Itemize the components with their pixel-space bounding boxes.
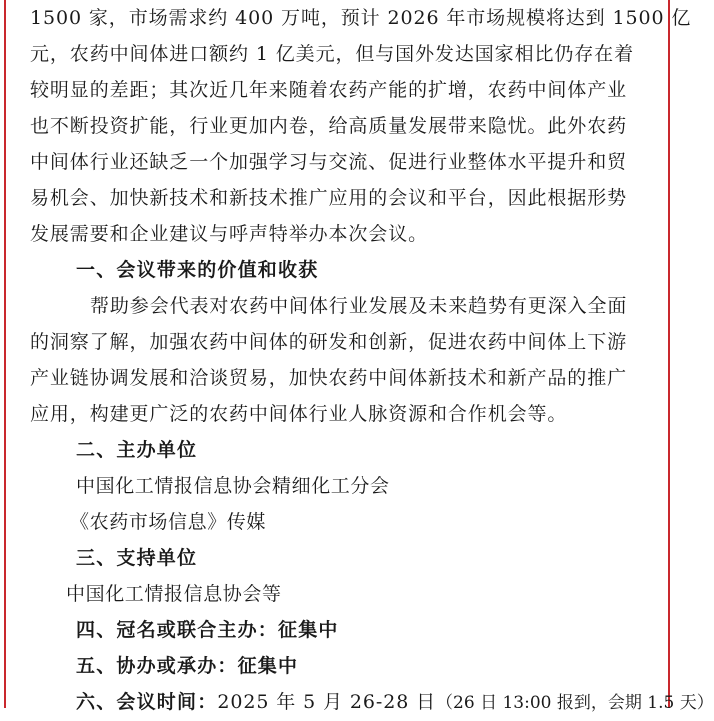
organizer-name: 中国化工情报信息协会精细化工分会 <box>76 475 390 497</box>
paragraph-line: 1500 家，市场需求约 400 万吨，预计 2026 年市场规模将达到 1500 亿 <box>30 7 692 29</box>
meeting-time-line <box>76 684 714 720</box>
paragraph-line: 的洞察了解，加强农药中间体的研发和创新，促进农药中间体上下游 <box>30 331 628 353</box>
section-heading-sponsors: 四、冠名或联合主办：征集中 <box>76 619 339 641</box>
paragraph-line: 元，农药中间体进口额约 1 亿美元，但与国外发达国家相比仍存在着 <box>30 43 634 65</box>
organizer-name: 《农药市场信息》传媒 <box>70 511 267 533</box>
left-border-line <box>4 0 6 708</box>
paragraph-line: 中间体行业还缺乏一个加强学习与交流、促进行业整体水平提升和贸 <box>30 151 628 173</box>
section-heading-supporters: 三、支持单位 <box>76 547 198 569</box>
paragraph-line: 应用，构建更广泛的农药中间体行业人脉资源和合作机会等。 <box>30 403 568 425</box>
paragraph-line: 易机会、加快新技术和新技术推广应用的会议和平台，因此根据形势 <box>30 187 628 209</box>
section-heading-time: 六、会议时间： <box>76 691 218 713</box>
paragraph-line: 较明显的差距；其次近几年来随着农药产能的扩增，农药中间体产业 <box>30 79 628 101</box>
paragraph-line: 产业链协调发展和洽谈贸易，加快农药中间体新技术和新产品的推广 <box>30 367 628 389</box>
paragraph-line: 也不断投资扩能，行业更加内卷，给高质量发展带来隐忧。此外农药 <box>30 115 628 137</box>
paragraph-line: 发展需要和企业建议与呼声特举办本次会议。 <box>30 223 429 245</box>
supporter-name: 中国化工情报信息协会等 <box>66 583 282 605</box>
right-border-line <box>668 0 670 708</box>
section-heading-co-organizers: 五、协办或承办：征集中 <box>76 655 299 677</box>
meeting-date-note: （26 日 13:00 报到，会期 1.5 天） <box>436 693 714 713</box>
paragraph-line: 帮助参会代表对农药中间体行业发展及未来趋势有更深入全面 <box>90 295 628 317</box>
meeting-date: 2025 年 5 月 26-28 日 <box>217 691 437 713</box>
section-heading-organizers: 二、主办单位 <box>76 439 198 461</box>
section-heading-value: 一、会议带来的价值和收获 <box>76 259 319 281</box>
